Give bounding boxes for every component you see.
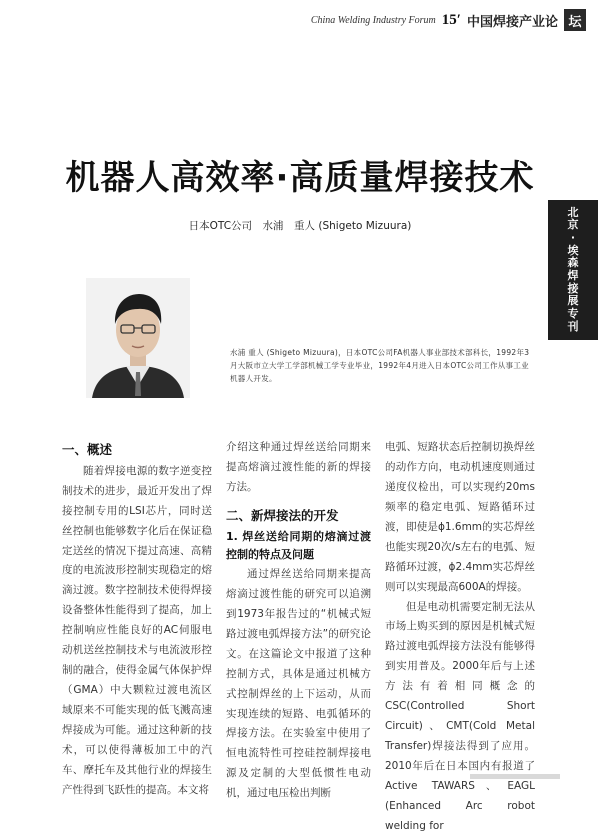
column-1 [62, 438, 212, 801]
article-authors: 日本OTC公司 水浦 重人 (Shigeto Mizuura) [188, 220, 412, 232]
side-tab-char: · [570, 231, 576, 245]
side-tab-char: 接 [567, 281, 579, 295]
subsection-heading: 1. 焊丝送给同期的熔滴过渡控制的特点及问题 [226, 529, 371, 562]
side-tab-char: 埃 [567, 243, 579, 257]
author-portrait-image [86, 278, 190, 398]
section-heading-overview: 一、概述 [62, 442, 113, 457]
author-bio: 水浦 重人 (Shigeto Mizuura)，日本OTC公司FA机器人事业部技术部科长，1992年3月大阪市立大学工学部机械工学专业毕业，1992年4月进入日本OTC公司工作从事工业机器人开发。 [230, 348, 530, 384]
column-2 [226, 438, 371, 804]
running-header [311, 8, 586, 32]
side-tab-char: 专 [567, 306, 579, 320]
side-tab-char: 展 [567, 294, 579, 308]
side-tab-char: 森 [567, 256, 579, 270]
page-number: 15′ [441, 11, 461, 28]
paragraph: 电弧、短路状态后控制切换焊丝的动作方向，电动机速度则通过递度仪检出，可以实现约20ms频率的稳定电弧、短路循环过渡，即使是ϕ1.6mm的实芯焊丝也能实现20次/s左右的电弧、短路循环过渡，ϕ2.4mm实芯焊丝则可以实现最高600A的焊接。 [385, 441, 535, 593]
author-photo [86, 278, 190, 398]
journal-name-box: 坛 [564, 9, 586, 31]
paragraph: 通过焊丝送给同期来提高熔滴过渡性能的研究可以追溯到1973年报告过的“机械式短路过渡电弧焊接方法”的研究论文。在这篇论文中报道了这种控制方式，具体是通过机械方式控制焊丝的上下运动，从而实现连续的短路、电弧循环的焊接方法。在实验室中使用了恒电流特性可控硅控制焊接电源及定制的大型低惯性电动机，通过电压检出判断 [226, 567, 371, 800]
paragraph: 介绍这种通过焊丝送给同期来提高熔滴过渡性能的新的焊接方法。 [226, 441, 371, 493]
side-tab-char: 北 [567, 205, 579, 219]
paragraph: 随着焊接电源的数字逆变控制技术的进步，最近开发出了焊接控制专用的LSI芯片，同时送丝控制也能够数字化后在保证稳定送丝的情况下提过高速、高精度的电流波形控制实现稳定的熔滴过渡。数字控制技术使得焊接设备整体性能得到了提高，加上控制响应性能良好的AC伺服电动机送丝控制技术与电流波形控制的融合，使得金属气体保护焊（GMA）中大颗粒过渡电流区域原来不可能实现的低飞溅高速焊接成为可能。通过这种新的技术，可以使得薄板加工中的汽车、摩托车及其他行业的焊接生产性得到飞跃性的提高。本文将 [62, 464, 212, 796]
article-title: 机器人高效率·高质量焊接技术 [65, 158, 535, 198]
side-tab-char: 焊 [567, 269, 579, 282]
side-tab-char: 刊 [567, 319, 579, 333]
paragraph: 但是电动机需要定制无法从市场上购买到的原因是机械式短路过渡电弧焊接方法没有能够得到实用普及。2000年后与上述方法有着相同概念的CSC(Controlled Short Circuit)、CMT(Cold Metal Transfer)焊接法得到了应用。2010年后在日本国内有报道了Active TAWARS、EAGL (Enhanced Arc robot welding for [385, 600, 535, 832]
section-heading-new-method: 二、新焊接法的开发 [226, 507, 339, 523]
footer-mark [470, 774, 560, 779]
side-tab-char: 京 [567, 218, 579, 232]
journal-name-en: China Welding Industry Forum [310, 14, 436, 26]
journal-name-cn: 中国焊接产业论 [466, 14, 558, 30]
